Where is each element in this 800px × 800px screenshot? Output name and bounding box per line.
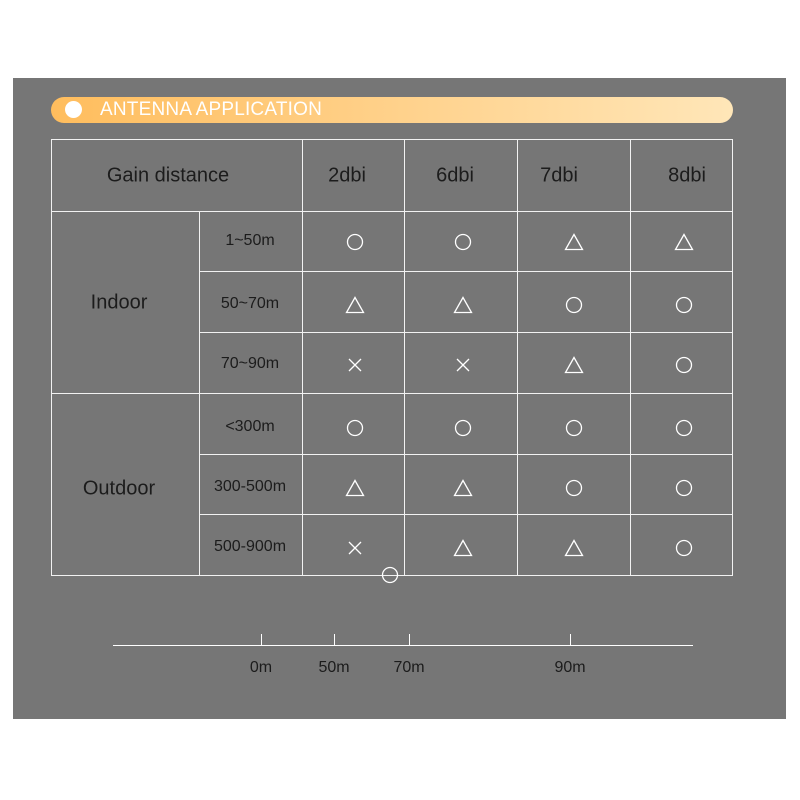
circle-rating-icon <box>345 418 365 438</box>
distance-range-label: 300-500m <box>213 478 287 495</box>
row-divider <box>199 454 733 455</box>
triangle-rating-icon <box>564 232 584 252</box>
table-border-left <box>51 139 52 576</box>
column-header-2dbi: 2dbi <box>328 164 366 187</box>
circle-rating-icon <box>674 295 694 315</box>
triangle-rating-icon <box>564 355 584 375</box>
circle-rating-icon <box>674 418 694 438</box>
circle-rating-icon <box>674 538 694 558</box>
triangle-rating-icon <box>674 232 694 252</box>
stray-circle-icon <box>380 565 400 585</box>
column-header-6dbi: 6dbi <box>436 164 474 187</box>
distance-range-label: 50~70m <box>220 295 280 312</box>
scale-tick-label: 90m <box>554 659 586 676</box>
cross-rating-icon <box>453 355 473 375</box>
scale-tick <box>570 634 571 645</box>
distance-range-label: 500-900m <box>213 538 287 555</box>
row-divider <box>199 514 733 515</box>
group-label-outdoor: Outdoor <box>82 477 156 500</box>
corner-header: Gain distance <box>106 164 230 187</box>
distance-range-label: 70~90m <box>220 355 280 372</box>
row-divider <box>199 271 733 272</box>
banner-title: ANTENNA APPLICATION <box>100 99 323 120</box>
scale-tick <box>261 634 262 645</box>
group-column-divider <box>199 211 200 576</box>
circle-rating-icon <box>453 232 473 252</box>
circle-rating-icon <box>345 232 365 252</box>
table-border-right <box>732 139 733 576</box>
column-header-8dbi: 8dbi <box>668 164 706 187</box>
group-label-indoor: Indoor <box>90 291 148 314</box>
circle-rating-icon <box>564 295 584 315</box>
scale-tick-label: 0m <box>249 659 273 676</box>
column-divider <box>630 139 631 576</box>
row-divider <box>199 332 733 333</box>
column-divider <box>517 139 518 576</box>
column-header-7dbi: 7dbi <box>540 164 578 187</box>
circle-rating-icon <box>453 418 473 438</box>
circle-rating-icon <box>564 478 584 498</box>
circle-rating-icon <box>674 478 694 498</box>
scale-tick-label: 50m <box>318 659 350 676</box>
scale-axis-line <box>113 645 693 646</box>
distance-range-label: <300m <box>225 418 275 435</box>
scale-tick <box>409 634 410 645</box>
scale-tick-label: 70m <box>393 659 425 676</box>
cross-rating-icon <box>345 355 365 375</box>
triangle-rating-icon <box>453 295 473 315</box>
triangle-rating-icon <box>453 538 473 558</box>
scale-tick <box>334 634 335 645</box>
circle-rating-icon <box>564 418 584 438</box>
cross-rating-icon <box>345 538 365 558</box>
banner-dot-icon <box>65 101 82 118</box>
circle-rating-icon <box>674 355 694 375</box>
triangle-rating-icon <box>345 478 365 498</box>
section-banner <box>51 97 733 123</box>
column-divider <box>404 139 405 576</box>
triangle-rating-icon <box>564 538 584 558</box>
triangle-rating-icon <box>453 478 473 498</box>
triangle-rating-icon <box>345 295 365 315</box>
column-divider <box>302 139 303 576</box>
distance-range-label: 1~50m <box>225 232 275 249</box>
